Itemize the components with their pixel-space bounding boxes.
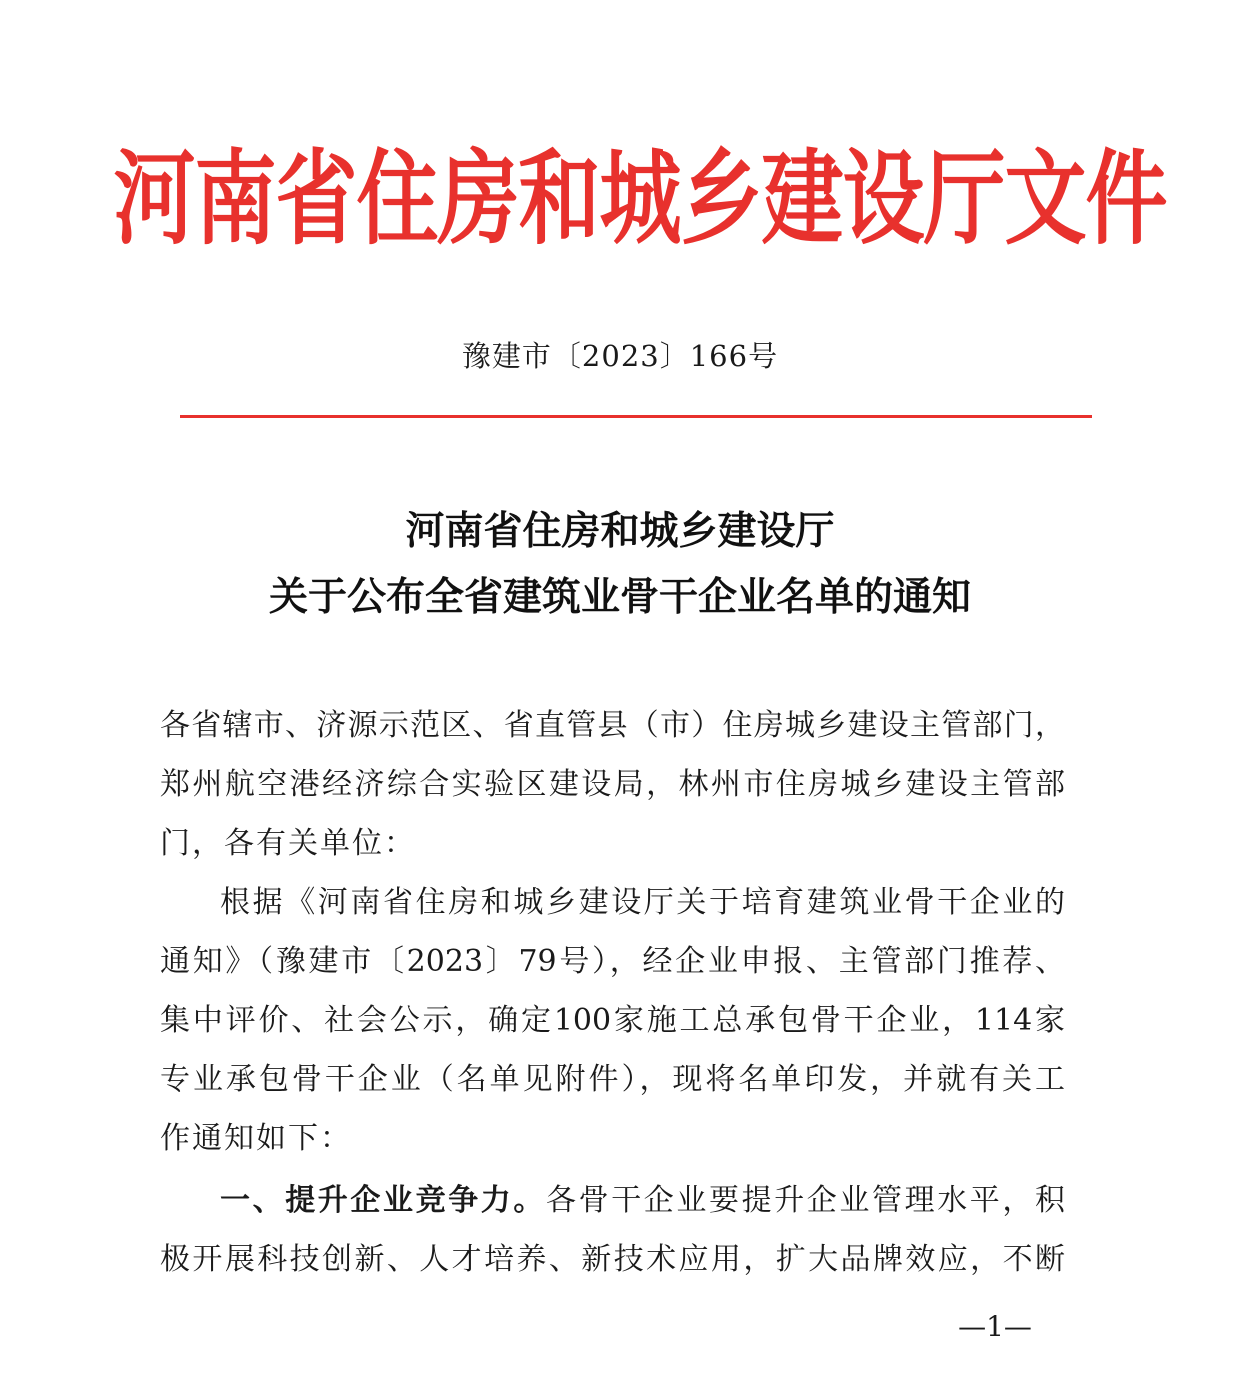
body-paragraph-1-line-2: 通知》（豫建市〔2023〕79号），经企业申报、主管部门推荐、 <box>160 944 1065 979</box>
red-divider-line <box>180 415 1092 418</box>
addressee-line-1: 各省辖市、济源示范区、省直管县（市）住房城乡建设主管部门， <box>160 708 1065 743</box>
document-number: 豫建市〔2023〕166号 <box>461 339 779 373</box>
body-paragraph-1-line-4: 专业承包骨干企业（名单见附件），现将名单印发，并就有关工 <box>160 1062 1065 1097</box>
addressee-line-3: 门，各有关单位： <box>160 826 416 861</box>
body-paragraph-1-line-3: 集中评价、社会公示，确定100家施工总承包骨干企业，114家 <box>160 1003 1065 1038</box>
section-1-line-1 <box>220 1175 1065 1219</box>
page-number: —1— <box>958 1310 1032 1343</box>
section-1-line-2: 极开展科技创新、人才培养、新技术应用，扩大品牌效应，不断 <box>160 1242 1065 1277</box>
section-1-heading: 一、提升企业竞争力。 <box>220 1183 546 1218</box>
body-paragraph-1-line-1: 根据《河南省住房和城乡建设厅关于培育建筑业骨干企业的 <box>220 885 1065 920</box>
body-paragraph-1-line-5: 作通知如下： <box>160 1121 352 1156</box>
addressee-line-2: 郑州航空港经济综合实验区建设局，林州市住房城乡建设主管部 <box>160 767 1065 802</box>
notice-title-line-2: 关于公布全省建筑业骨干企业名单的通知 <box>268 575 971 620</box>
section-1-line-1-text: 各骨干企业要提升企业管理水平，积 <box>546 1183 1065 1218</box>
notice-title-line-1: 河南省住房和城乡建设厅 <box>405 509 835 554</box>
document-masthead: 河南省住房和城乡建设厅文件 <box>113 139 1167 259</box>
